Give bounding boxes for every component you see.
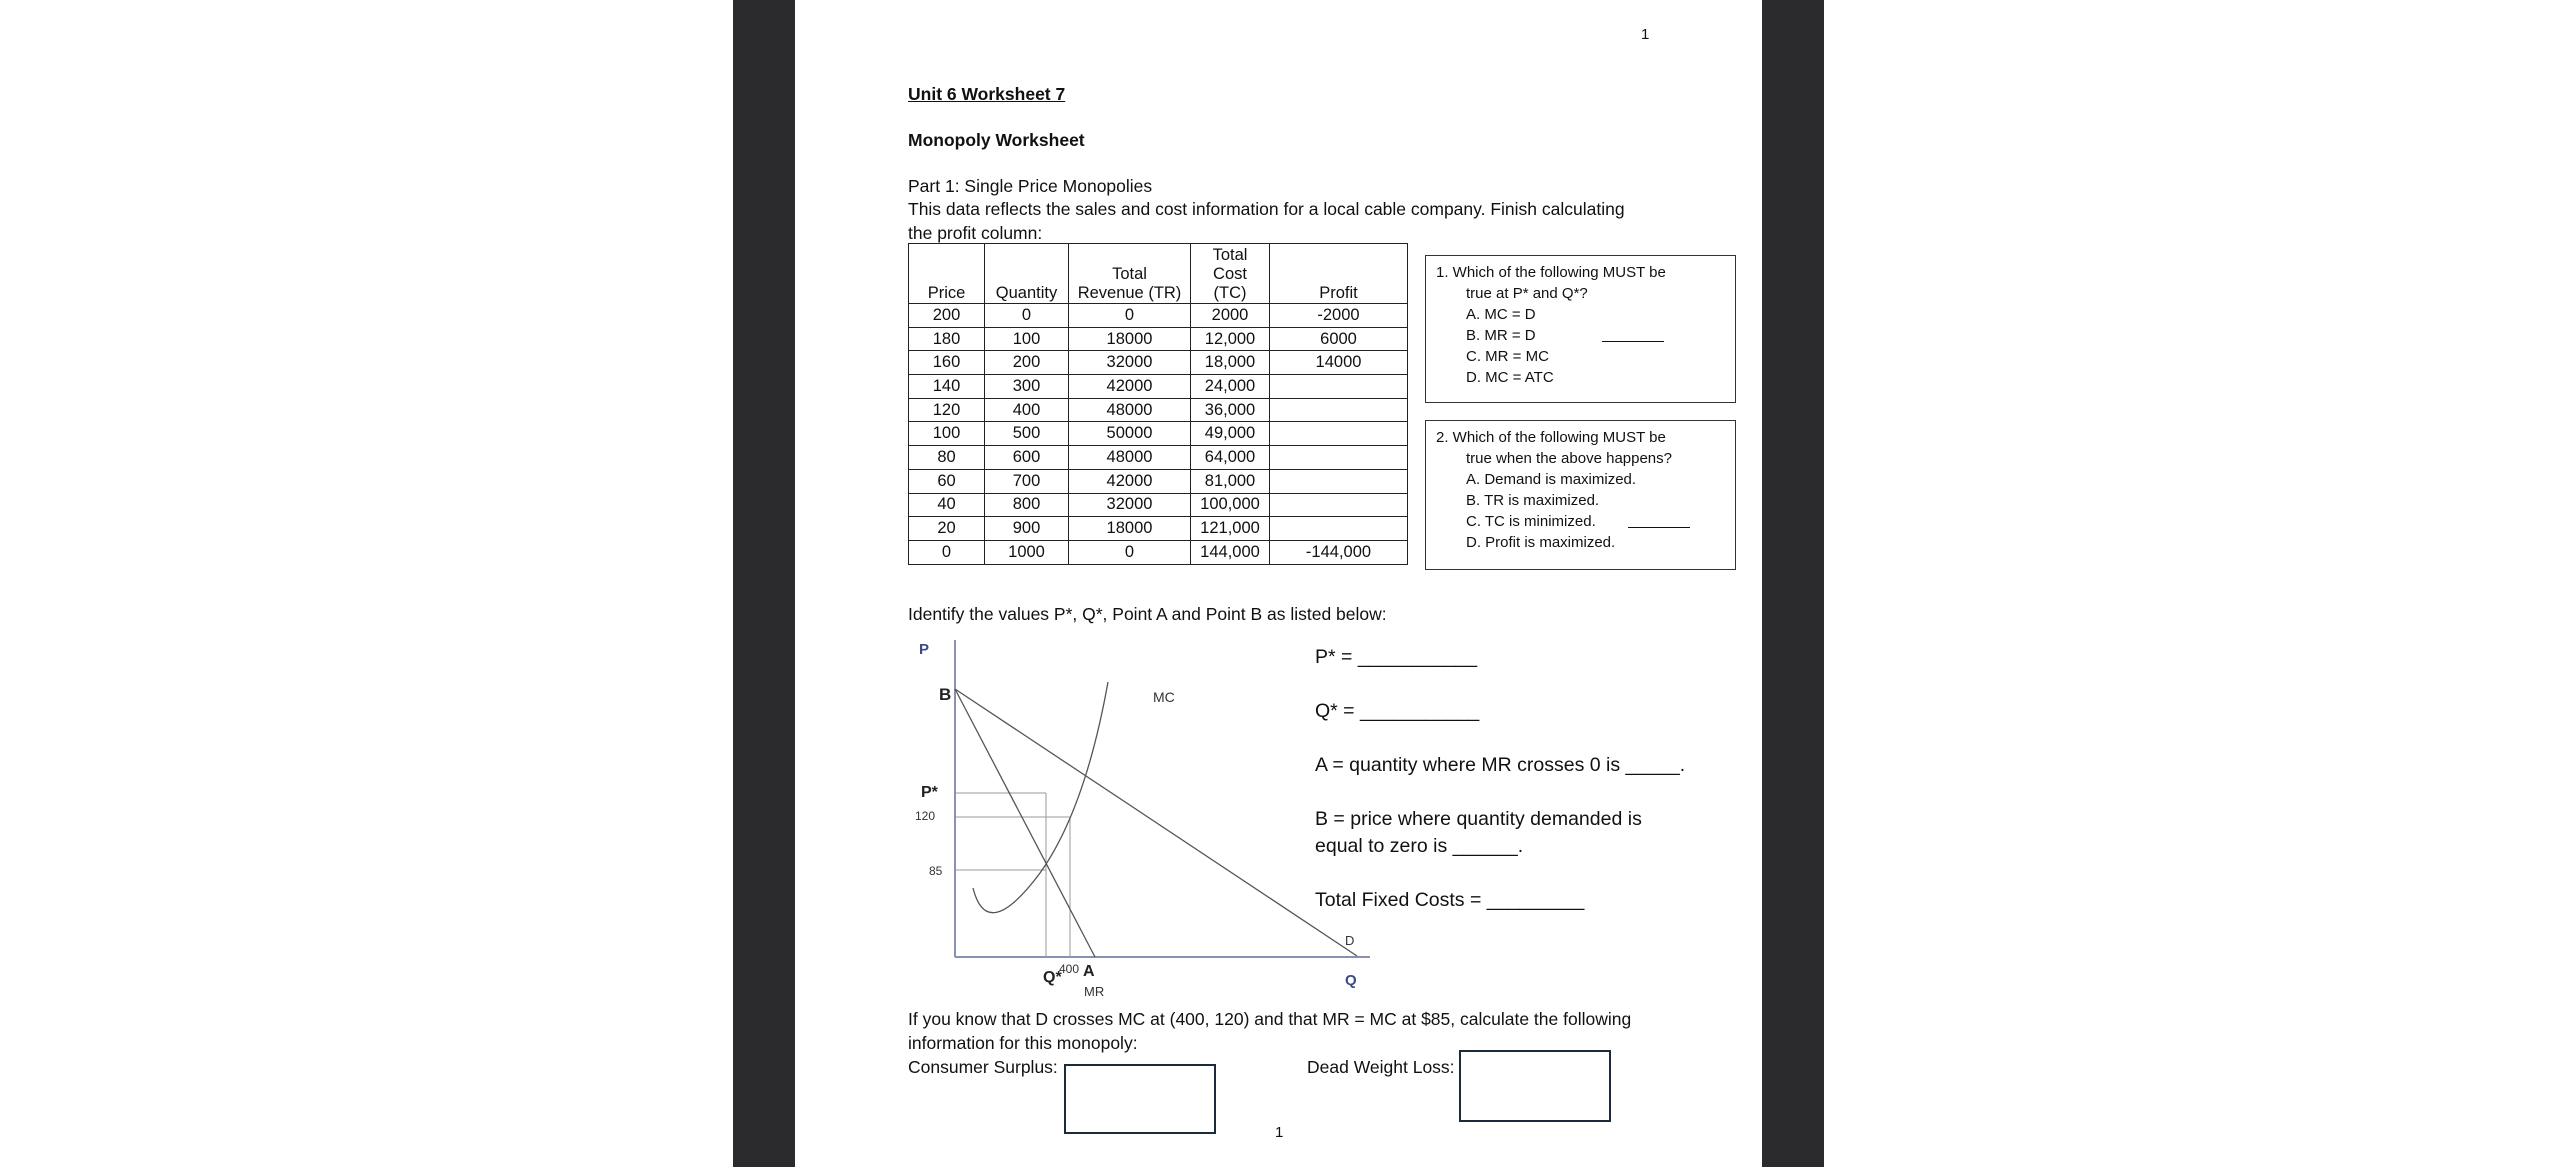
table-row — [909, 517, 1408, 541]
quantity-axis-label: Q — [1345, 972, 1357, 989]
quantity-cell: 200 — [985, 351, 1069, 375]
table-header-row — [909, 244, 1408, 304]
price-cell: 100 — [909, 422, 985, 446]
cost-revenue-table — [908, 243, 1408, 565]
table-row — [909, 327, 1408, 351]
total-revenue-cell: 0 — [1069, 304, 1191, 328]
price-cell: 200 — [909, 304, 985, 328]
question-1-option-d: D. MC = ATC — [1466, 369, 1554, 386]
quantity-cell: 100 — [985, 327, 1069, 351]
table-row — [909, 493, 1408, 517]
mr-curve-label: MR — [1084, 984, 1105, 999]
price-cell: 180 — [909, 327, 985, 351]
total-revenue-cell: 48000 — [1069, 446, 1191, 470]
mc-curve-label: MC — [1153, 689, 1175, 705]
price-cell: 40 — [909, 493, 985, 517]
quantity-cell: 600 — [985, 446, 1069, 470]
profit-cell[interactable] — [1270, 469, 1408, 493]
total-revenue-cell: 50000 — [1069, 422, 1191, 446]
table-row — [909, 422, 1408, 446]
quantity-cell: 500 — [985, 422, 1069, 446]
demand-curve-label: D — [1345, 933, 1355, 948]
question-1-stem-1: 1. Which of the following MUST be — [1436, 264, 1666, 281]
profit-cell[interactable] — [1270, 398, 1408, 422]
pstar-label: P* — [921, 784, 938, 801]
question-2-option-c: C. TC is minimized. — [1466, 513, 1596, 530]
pstar-answer-line: P* = ___________ — [1315, 646, 1478, 668]
total-revenue-cell: 42000 — [1069, 375, 1191, 399]
question-1-option-b: B. MR = D — [1466, 327, 1536, 344]
quantity-cell: 800 — [985, 493, 1069, 517]
profit-cell[interactable] — [1270, 446, 1408, 470]
profit-cell[interactable]: -144,000 — [1270, 540, 1408, 564]
quantity-cell: 900 — [985, 517, 1069, 541]
total-revenue-cell: 18000 — [1069, 517, 1191, 541]
table-row — [909, 351, 1408, 375]
question-2-answer-blank[interactable] — [1628, 527, 1690, 528]
question-2-option-b: B. TR is maximized. — [1466, 492, 1600, 509]
identify-prompt: Identify the values P*, Q*, Point A and Point B as listed below: — [908, 604, 1387, 624]
question-1-option-c: C. MR = MC — [1466, 348, 1549, 365]
quantity-cell: 300 — [985, 375, 1069, 399]
tfc-answer-line: Total Fixed Costs = _________ — [1315, 889, 1585, 911]
question-2-stem-2: true when the above happens? — [1466, 450, 1672, 467]
point-a-answer-line: A = quantity where MR crosses 0 is _____. — [1315, 754, 1686, 776]
consumer-surplus-answer-box[interactable] — [1064, 1064, 1216, 1134]
dead-weight-loss-answer-box[interactable] — [1459, 1050, 1611, 1122]
question-1-box — [1425, 255, 1736, 403]
table-row — [909, 469, 1408, 493]
point-b-answer-line-2: equal to zero is ______. — [1315, 835, 1524, 857]
total-revenue-cell: 48000 — [1069, 398, 1191, 422]
worksheet-title: Unit 6 Worksheet 7 — [908, 84, 1066, 104]
right-dark-band — [1762, 0, 1824, 1167]
intro-line-1: This data reflects the sales and cost information for a local cable company. Finish calculating — [908, 199, 1625, 219]
marginal-cost-curve — [973, 682, 1108, 913]
worksheet-page — [795, 0, 1762, 1167]
question-2-option-a: A. Demand is maximized. — [1466, 471, 1637, 488]
question-1-answer-blank[interactable] — [1602, 341, 1664, 342]
price-cell: 160 — [909, 351, 985, 375]
total-cost-cell: 144,000 — [1191, 540, 1270, 564]
point-b-label: B — [939, 685, 952, 704]
point-b-answer-line-1: B = price where quantity demanded is — [1315, 808, 1642, 830]
profit-cell[interactable]: 14000 — [1270, 351, 1408, 375]
total-cost-cell: 18,000 — [1191, 351, 1270, 375]
total-cost-cell: 121,000 — [1191, 517, 1270, 541]
table-row — [909, 375, 1408, 399]
page-number-top: 1 — [1641, 26, 1650, 43]
total-revenue-cell: 0 — [1069, 540, 1191, 564]
total-cost-cell: 81,000 — [1191, 469, 1270, 493]
qstar-label: Q* — [1043, 969, 1062, 986]
demand-curve — [955, 689, 1357, 956]
point-a-label: A — [1083, 963, 1095, 980]
dead-weight-loss-label: Dead Weight Loss: — [1307, 1057, 1455, 1077]
table-row — [909, 398, 1408, 422]
consumer-surplus-label: Consumer Surplus: — [908, 1057, 1058, 1077]
question-2-option-d: D. Profit is maximized. — [1466, 534, 1616, 551]
profit-cell[interactable] — [1270, 422, 1408, 446]
intro-line-2: the profit column: — [908, 223, 1043, 243]
profit-cell[interactable]: -2000 — [1270, 304, 1408, 328]
question-1-option-a: A. MC = D — [1466, 306, 1536, 323]
price-cell: 20 — [909, 517, 985, 541]
header-price: Price — [909, 244, 985, 304]
total-revenue-cell: 32000 — [1069, 351, 1191, 375]
total-cost-cell: 100,000 — [1191, 493, 1270, 517]
total-cost-cell: 64,000 — [1191, 446, 1270, 470]
quantity-cell: 400 — [985, 398, 1069, 422]
question-1-stem-2: true at P* and Q*? — [1466, 285, 1588, 302]
qstar-answer-line: Q* = ___________ — [1315, 700, 1480, 722]
left-dark-band — [733, 0, 795, 1167]
worksheet-subtitle: Monopoly Worksheet — [908, 130, 1085, 150]
price-axis-label: P — [919, 641, 930, 658]
total-cost-cell: 36,000 — [1191, 398, 1270, 422]
profit-cell[interactable] — [1270, 493, 1408, 517]
profit-cell[interactable] — [1270, 517, 1408, 541]
header-quantity: Quantity — [985, 244, 1069, 304]
table-row — [909, 446, 1408, 470]
profit-cell[interactable] — [1270, 375, 1408, 399]
total-cost-cell: 2000 — [1191, 304, 1270, 328]
total-cost-cell: 12,000 — [1191, 327, 1270, 351]
total-revenue-cell: 32000 — [1069, 493, 1191, 517]
total-cost-cell: 49,000 — [1191, 422, 1270, 446]
marginal-revenue-curve — [955, 689, 1095, 957]
header-total-cost: Total Cost (TC) — [1191, 244, 1270, 304]
price-cell: 60 — [909, 469, 985, 493]
total-revenue-cell: 42000 — [1069, 469, 1191, 493]
table-row — [909, 540, 1408, 564]
part1-heading: Part 1: Single Price Monopolies — [908, 176, 1153, 196]
know-line-1: If you know that D crosses MC at (400, 120) and that MR = MC at $85, calculate the following — [908, 1009, 1632, 1029]
header-total-revenue: Total Revenue (TR) — [1069, 244, 1191, 304]
profit-cell[interactable]: 6000 — [1270, 327, 1408, 351]
tick-120-label: 120 — [915, 809, 936, 823]
total-revenue-cell: 18000 — [1069, 327, 1191, 351]
know-line-2: information for this monopoly: — [908, 1033, 1138, 1053]
price-cell: 80 — [909, 446, 985, 470]
total-cost-cell: 24,000 — [1191, 375, 1270, 399]
question-2-box — [1425, 420, 1736, 570]
page-number-bottom: 1 — [1275, 1124, 1284, 1141]
price-cell: 0 — [909, 540, 985, 564]
quantity-cell: 0 — [985, 304, 1069, 328]
quantity-cell: 1000 — [985, 540, 1069, 564]
price-cell: 140 — [909, 375, 985, 399]
header-profit: Profit — [1270, 244, 1408, 304]
quantity-cell: 700 — [985, 469, 1069, 493]
table-row — [909, 304, 1408, 328]
question-2-stem-1: 2. Which of the following MUST be — [1436, 429, 1666, 446]
price-cell: 120 — [909, 398, 985, 422]
tick-85-label: 85 — [929, 864, 943, 878]
tick-400-label: 400 — [1059, 962, 1080, 976]
